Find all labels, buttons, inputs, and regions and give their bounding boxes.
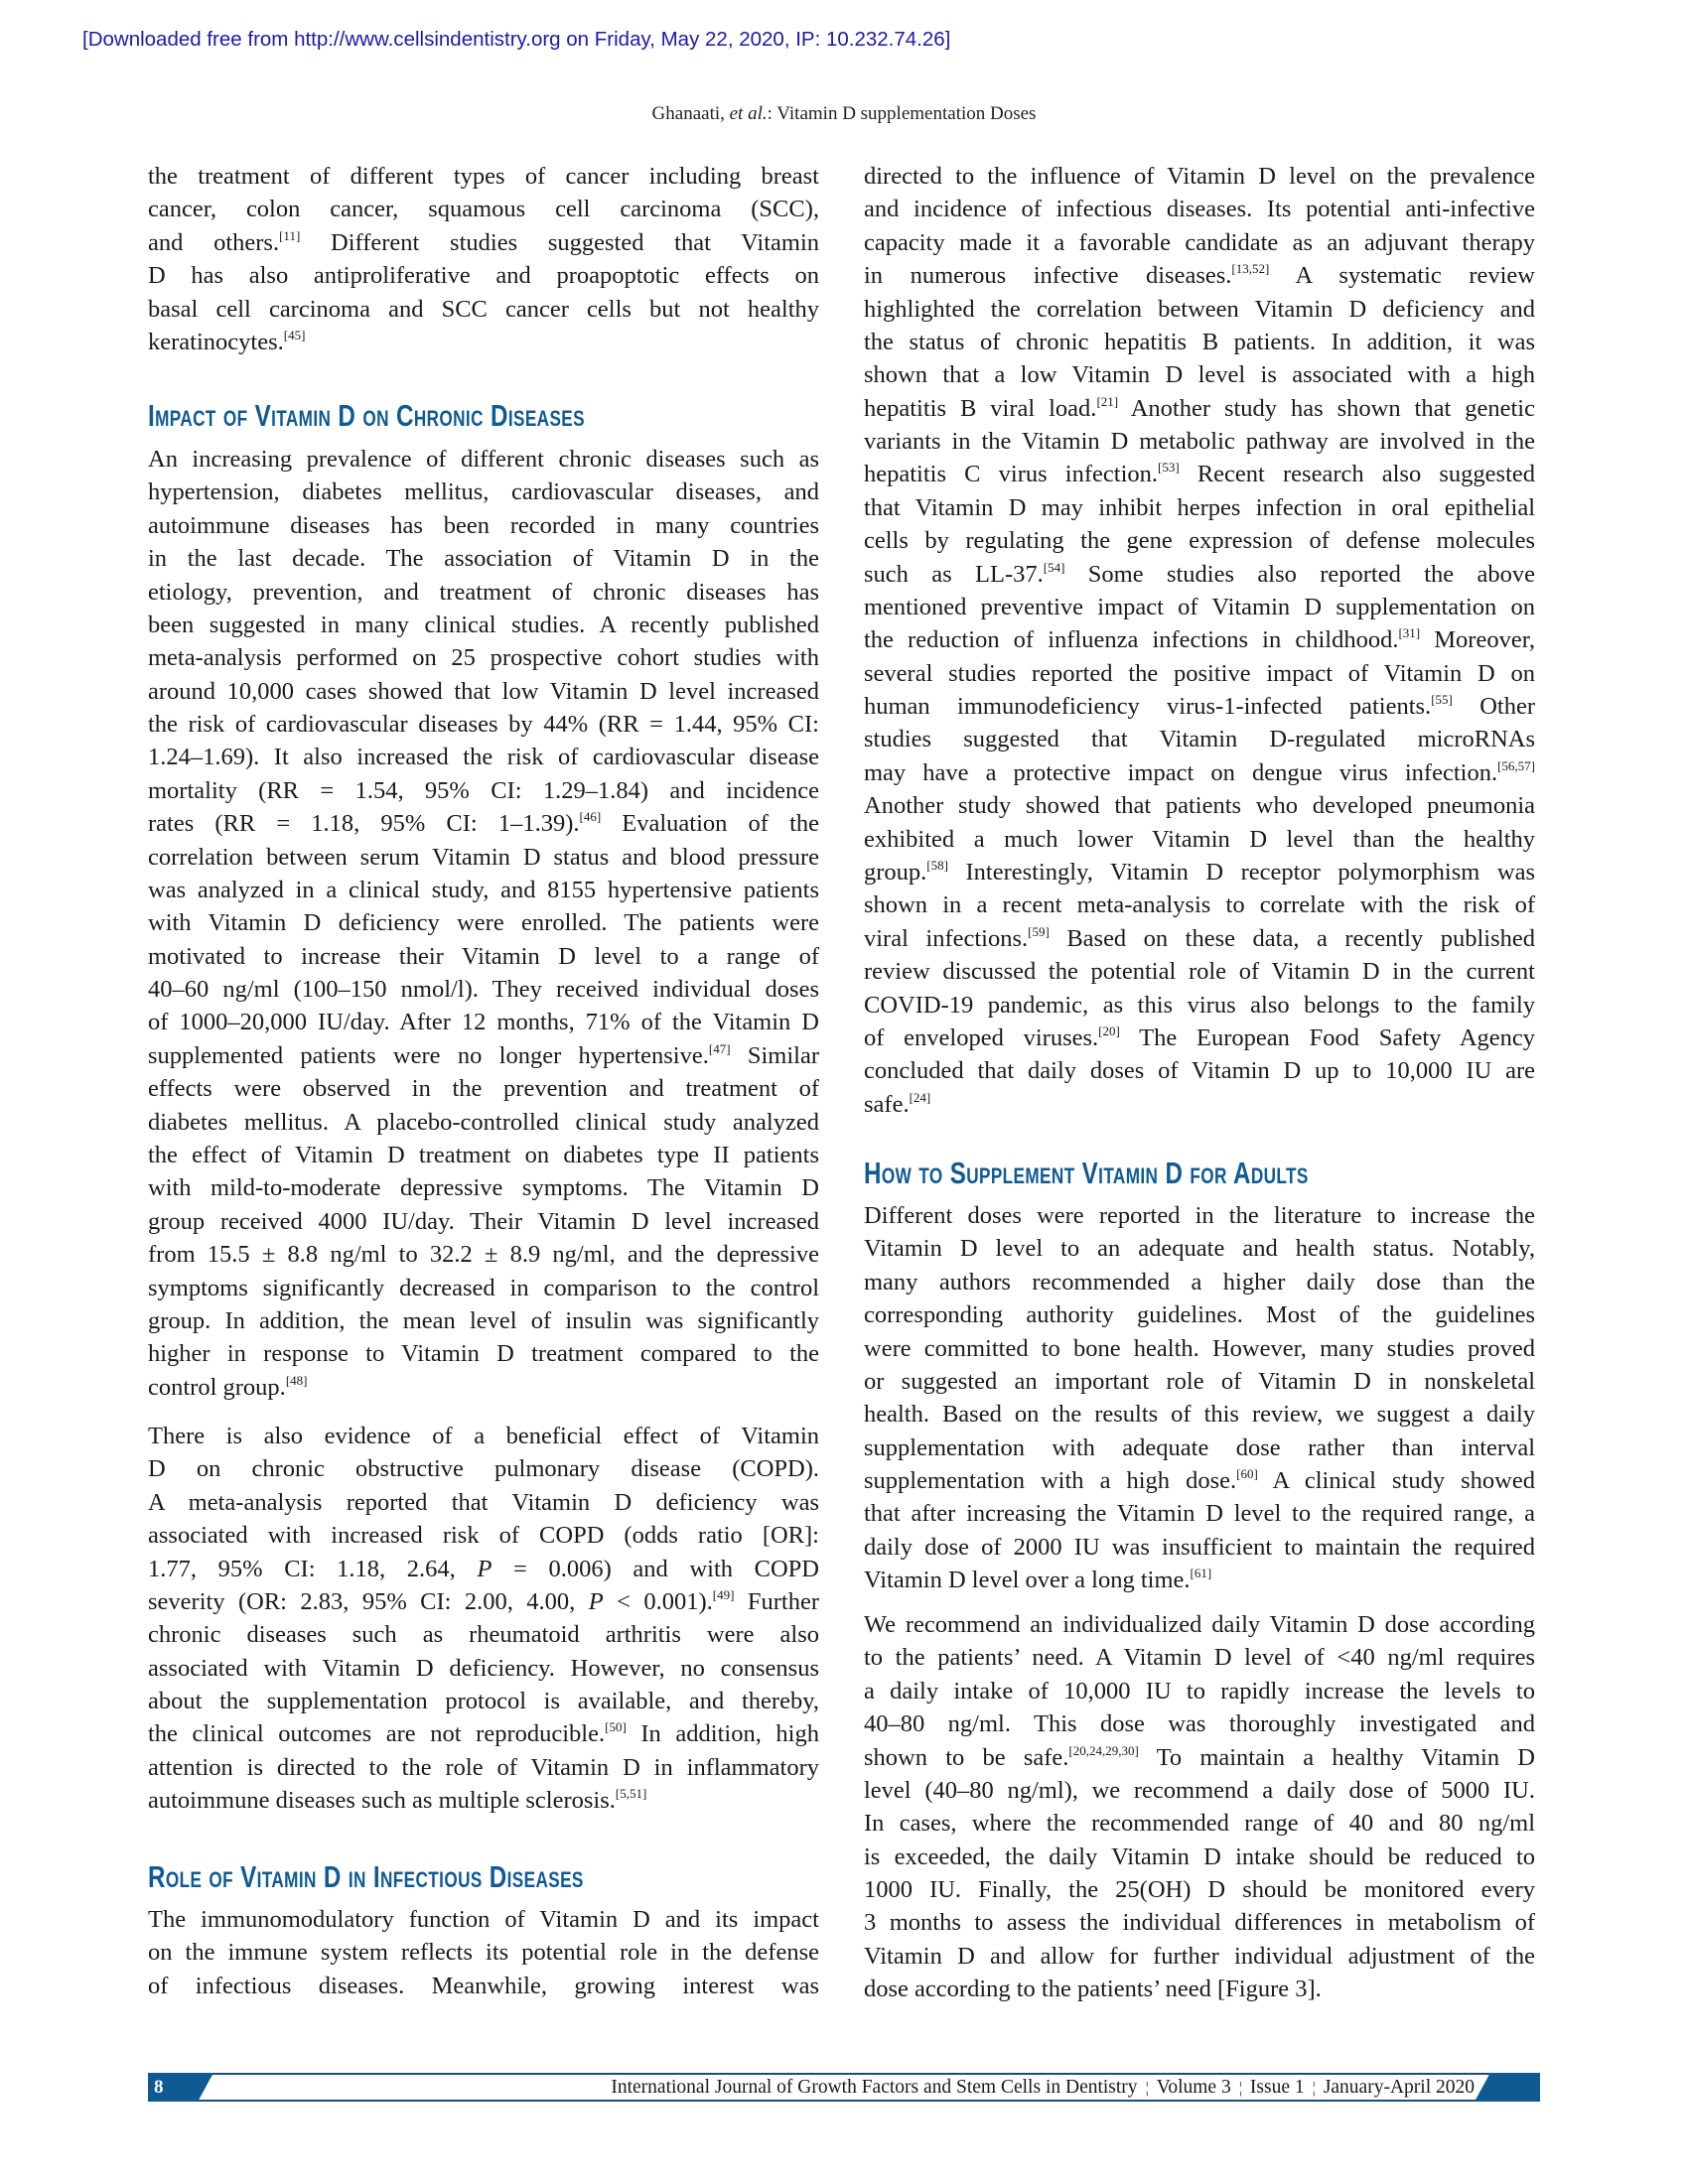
text-line: group.[58] Interestingly, Vitamin D receptor polymorphism was [864,857,1535,886]
text-line: the risk of cardiovascular diseases by 44% (RR = 1.44, 95% CI: [148,711,819,739]
text-line: 3 months to assess the individual differences in metabolism of [864,1909,1535,1937]
text-line: the status of chronic hepatitis B patients. In addition, it was [864,328,1535,355]
text-line: is exceeded, the daily Vitamin D intake should be reduced to [864,1843,1535,1870]
download-banner: [Downloaded free from http://www.cellsindentistry.org on Friday, May 22, 2020, IP: 10.232.74.26] [82,28,951,51]
text-line: review discussed the potential role of Vitamin D in the current [864,958,1535,986]
citation-ref: [13,52] [1231,261,1270,277]
text-line: There is also evidence of a beneficial effect of Vitamin [148,1423,819,1449]
text-line: in numerous infective diseases.[13,52] A systematic review [864,261,1535,290]
text-line: may have a protective impact on dengue virus infection.[56,57] [864,757,1535,786]
citation-ref: [20,24,29,30] [1068,1742,1139,1758]
citation-ref: [45] [283,328,306,342]
text-line: Different doses were reported in the literature to increase the [864,1202,1535,1229]
text-line: An increasing prevalence of different chronic diseases such as [148,446,819,473]
separator: ¦ [1145,2080,1149,2097]
text-line: capacity made it a favorable candidate as an adjuvant therapy [864,228,1535,256]
text-line: to the patients’ need. A Vitamin D level of <40 ng/ml requires [864,1644,1535,1672]
text-line: human immunodeficiency virus-1-infected patients.[55] Other [864,692,1535,721]
page-number: 8 [154,2077,164,2098]
text-line: a daily intake of 10,000 IU to rapidly increase the levels to [864,1677,1535,1705]
text-line: group. In addition, the mean level of insulin was significantly [148,1306,819,1334]
footer-right-accent [1475,2073,1540,2102]
text-line: associated with increased risk of COPD (odds ratio [OR]: [148,1522,819,1550]
citation-ref: [55] [1431,692,1453,708]
citation-ref: [46] [579,809,602,825]
text-line: directed to the influence of Vitamin D level on the prevalence [864,163,1535,190]
text-line: autoimmune diseases has been recorded in many countries [148,511,819,539]
text-line: level (40–80 ng/ml), we recommend a daily dose of 5000 IU. [864,1776,1535,1804]
text-line: keratinocytes.[45] [148,328,306,355]
text-line: 40–80 ng/ml. This dose was thoroughly investigated and [864,1710,1535,1738]
running-header-etal: et al. [729,103,768,124]
text-line: control group.[48] [148,1372,308,1401]
text-line: studies suggested that Vitamin D-regulated microRNAs [864,726,1535,753]
citation-ref: [50] [605,1719,627,1735]
text-line: autoimmune diseases such as multiple sclerosis.[5,51] [148,1786,647,1815]
text-line: symptoms significantly decreased in comparison to the control [148,1274,819,1301]
citation-ref: [59] [1028,923,1050,939]
text-line: higher in response to Vitamin D treatment compared to the [148,1340,819,1368]
text-line: and incidence of infectious diseases. Its potential anti-infective [864,196,1535,223]
text-line: correlation between serum Vitamin D status and blood pressure [148,843,819,871]
heading-infectious-diseases: Role of Vitamin D in Infectious Diseases [148,1859,584,1894]
journal-citation [611,2075,1475,2102]
citation-ref: [53] [1158,460,1180,476]
text-line: with mild-to-moderate depressive symptoms. The Vitamin D [148,1174,819,1202]
citation-ref: [54] [1043,559,1065,575]
citation-ref: [60] [1236,1466,1258,1482]
text-line: Vitamin D level to an adequate and health status. Notably, [864,1235,1535,1263]
text-line: exhibited a much lower Vitamin D level than the healthy [864,825,1535,853]
page-footer [148,2073,1540,2102]
text-line: the effect of Vitamin D treatment on diabetes type II patients [148,1141,819,1168]
text-line: shown in a recent meta-analysis to correlate with the risk of [864,891,1535,919]
text-line: supplementation with adequate dose rather than interval [864,1433,1535,1461]
text-line: meta-analysis performed on 25 prospective cohort studies with [148,644,819,672]
text-line: D has also antiproliferative and proapoptotic effects on [148,262,819,290]
text-line: daily dose of 2000 IU was insufficient to maintain the required [864,1533,1535,1561]
text-line: such as LL-37.[54] Some studies also reported the above [864,559,1535,588]
text-line: In cases, where the recommended range of 40 and 80 ng/ml [864,1810,1535,1838]
citation-ref: [61] [1190,1566,1212,1581]
text-line: 1.24–1.69). It also increased the risk of cardiovascular disease [148,744,819,771]
text-line: hepatitis C virus infection.[53] Recent research also suggested [864,460,1535,488]
text-line: supplementation with a high dose.[60] A clinical study showed [864,1466,1535,1495]
text-line: from 15.5 ± 8.8 ng/ml to 32.2 ± 8.9 ng/ml, and the depressive [148,1241,819,1269]
text-line: rates (RR = 1.18, 95% CI: 1–1.39).[46] Evaluation of the [148,809,820,838]
text-line: attention is directed to the role of Vitamin D in inflammatory [148,1753,819,1781]
text-line: diabetes mellitus. A placebo-controlled clinical study analyzed [148,1108,819,1136]
text-line: mortality (RR = 1.54, 95% CI: 1.29–1.84) and incidence [148,776,819,804]
text-line: with Vitamin D deficiency were enrolled. The patients were [148,909,819,937]
citation-ref: [5,51] [615,1786,647,1802]
text-line: The immunomodulatory function of Vitamin D and its impact [148,1906,819,1933]
text-line: that Vitamin D may inhibit herpes infection in oral epithelial [864,493,1535,521]
text-line: etiology, prevention, and treatment of chronic diseases has [148,578,819,606]
running-header-author: Ghanaati, [651,103,730,124]
text-line: hepatitis B viral load.[21] Another study has shown that genetic [864,393,1535,422]
journal-name: International Journal of Growth Factors and Stem Cells in Dentistry [611,2077,1138,2098]
text-line: Vitamin D and allow for further individual adjustment of the [864,1942,1535,1970]
text-line: or suggested an important role of Vitamin D in nonskeletal [864,1367,1535,1395]
text-line: several studies reported the positive impact of Vitamin D on [864,659,1535,687]
text-line: cancer, colon cancer, squamous cell carcinoma (SCC), [148,196,819,223]
text-line: of 1000–20,000 IU/day. After 12 months, 71% of the Vitamin D [148,1009,819,1036]
text-line: safe.[24] [864,1089,931,1118]
citation-ref: [56,57] [1497,757,1535,773]
text-line: group received 4000 IU/day. Their Vitamin D level increased [148,1207,819,1235]
text-line: of infectious diseases. Meanwhile, growing interest was [148,1972,819,1999]
running-header-title: : Vitamin D supplementation Doses [767,103,1037,124]
text-line: about the supplementation protocol is available, and thereby, [148,1688,819,1715]
text-line: chronic diseases such as rheumatoid arthritis were also [148,1621,819,1649]
citation-ref: [48] [285,1372,308,1388]
text-line: cells by regulating the gene expression of defense molecules [864,527,1535,555]
italic-term: P [477,1555,492,1582]
running-header [0,103,1688,125]
text-line: were committed to bone health. However, many studies proved [864,1334,1535,1362]
italic-term: P [588,1587,604,1615]
separator: ¦ [1312,2080,1316,2097]
citation-ref: [47] [708,1040,731,1056]
heading-supplement-adults: How to Supplement Vitamin D for Adults [864,1156,1309,1190]
text-line: hypertension, diabetes mellitus, cardiovascular diseases, and [148,478,819,506]
text-line: Another study showed that patients who developed pneumonia [864,792,1535,820]
text-line: COVID-19 pandemic, as this virus also belongs to the family [864,991,1535,1019]
text-line: many authors recommended a higher daily dose than the [864,1268,1535,1296]
text-line: viral infections.[59] Based on these data, a recently published [864,923,1535,952]
text-line: variants in the Vitamin D metabolic pathway are involved in the [864,428,1535,456]
text-line: shown that a low Vitamin D level is associated with a high [864,361,1535,389]
text-line: that after increasing the Vitamin D level to the required range, a [864,1500,1535,1528]
text-line: A meta-analysis reported that Vitamin D deficiency was [148,1488,819,1516]
text-line: associated with Vitamin D deficiency. However, no consensus [148,1654,819,1682]
text-line: around 10,000 cases showed that low Vitamin D level increased [148,677,819,705]
text-line: on the immune system reflects its potential role in the defense [148,1939,819,1967]
text-line: been suggested in many clinical studies. A recently published [148,611,819,638]
heading-chronic-diseases: Impact of Vitamin D on Chronic Diseases [148,398,585,433]
citation-ref: [24] [909,1089,931,1105]
citation-ref: [11] [279,227,301,243]
text-line: health. Based on the results of this review, we suggest a daily [864,1401,1535,1429]
text-line: We recommend an individualized daily Vitamin D dose according [864,1611,1535,1638]
text-line: in the last decade. The association of Vitamin D in the [148,545,819,573]
citation-ref: [58] [926,857,948,873]
text-line: corresponding authority guidelines. Most of the guidelines [864,1301,1535,1329]
text-line: the treatment of different types of cancer including breast [148,163,819,190]
journal-issue: Issue 1 [1249,2077,1305,2098]
text-line: supplemented patients were no longer hypertensive.[47] Similar [148,1040,820,1069]
text-line: highlighted the correlation between Vitamin D deficiency and [864,295,1535,323]
text-line: effects were observed in the prevention and treatment of [148,1075,819,1103]
journal-volume: Volume 3 [1156,2077,1231,2098]
text-line: D on chronic obstructive pulmonary disease (COPD). [148,1455,819,1483]
citation-ref: [21] [1096,393,1119,409]
text-line: 40–60 ng/ml (100–150 nmol/l). They received individual doses [148,976,819,1004]
text-line: motivated to increase their Vitamin D level to a range of [148,942,819,970]
text-line: basal cell carcinoma and SCC cancer cells but not healthy [148,295,819,323]
text-line: mentioned preventive impact of Vitamin D supplementation on [864,593,1535,620]
citation-ref: [31] [1398,625,1421,641]
text-line: shown to be safe.[20,24,29,30] To maintain a healthy Vitamin D [864,1742,1535,1771]
text-line: concluded that daily doses of Vitamin D up to 10,000 IU are [864,1057,1535,1085]
citation-ref: [49] [712,1586,735,1602]
text-line: of enveloped viruses.[20] The European Food Safety Agency [864,1023,1536,1051]
text-line: the clinical outcomes are not reproducible.[50] In addition, high [148,1719,819,1748]
text-line: dose according to the patients’ need [Figure 3]. [864,1976,1322,2003]
text-line: and others.[11] Different studies suggested that Vitamin [148,227,820,256]
text-line: was analyzed in a clinical study, and 8155 hypertensive patients [148,876,819,903]
text-line: 1.77, 95% CI: 1.18, 2.64, P = 0.006) and with COPD [148,1555,820,1582]
journal-date: January-April 2020 [1323,2077,1475,2098]
text-line: Vitamin D level over a long time.[61] [864,1566,1212,1594]
citation-ref: [20] [1098,1023,1120,1038]
text-line: the reduction of influenza infections in childhood.[31] Moreover, [864,625,1535,654]
separator: ¦ [1238,2080,1242,2097]
text-line: 1000 IU. Finally, the 25(OH) D should be monitored every [864,1876,1535,1904]
text-line: severity (OR: 2.83, 95% CI: 2.00, 4.00, P < 0.001).[49] Further [148,1586,819,1615]
